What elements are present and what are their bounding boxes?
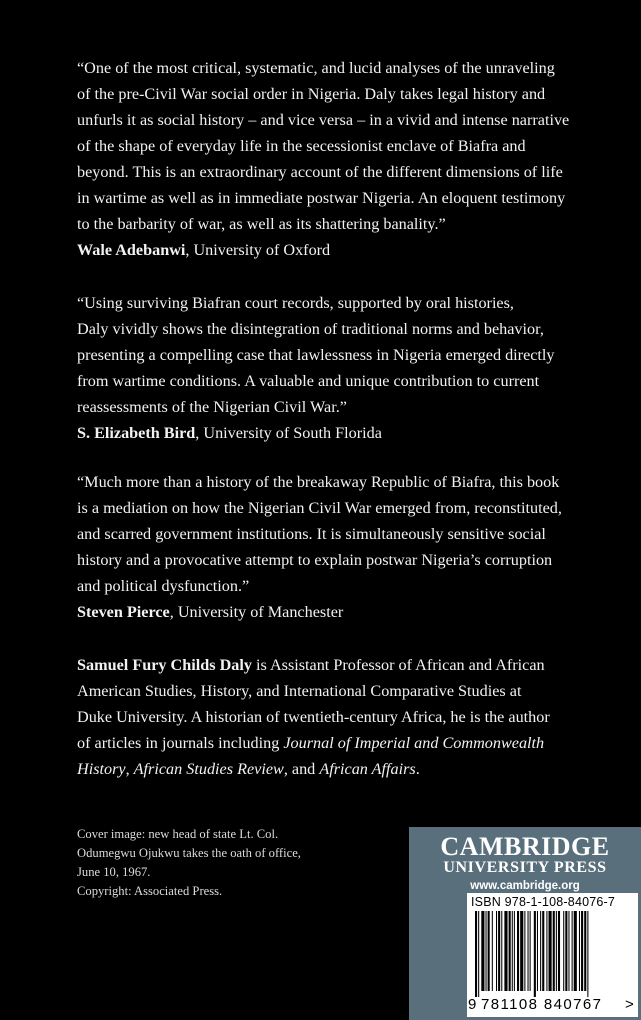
review-text-line: reassessments of the Nigerian Civil War.” xyxy=(77,398,347,416)
publisher-subtitle: UNIVERSITY PRESS xyxy=(443,859,607,876)
review-text-line: unfurls it as social history – and vice versa – in a vivid and intense narrative xyxy=(77,111,570,129)
bio-line: Duke University. A historian of twentieth-century Africa, he is the author xyxy=(77,708,550,726)
credit-line: Odumegwu Ojukwu takes the oath of office, xyxy=(77,846,301,860)
author-bio xyxy=(77,652,597,782)
bio-text: is Assistant Professor of African and African xyxy=(251,656,545,674)
barcode-graphic xyxy=(473,911,633,997)
bio-separator: , xyxy=(125,760,134,778)
reviewer-affiliation: , University of Oxford xyxy=(185,241,331,259)
barcode-bar xyxy=(486,911,487,991)
bio-line xyxy=(77,652,597,678)
review-text-line: of the pre-Civil War social order in Nigeria. Daly takes legal history and xyxy=(77,85,546,103)
barcode-bar xyxy=(579,911,580,991)
bio-text: of articles in journals including xyxy=(77,734,284,752)
reviewer-attribution xyxy=(77,420,597,446)
bio-line xyxy=(77,756,597,782)
barcode-bar xyxy=(524,911,525,991)
review-1 xyxy=(77,55,597,263)
publisher-url: www.cambridge.org xyxy=(470,880,580,892)
review-text-line: and political dysfunction.” xyxy=(77,577,250,595)
barcode-bar xyxy=(534,911,536,997)
credit-line: Cover image: new head of state Lt. Col. xyxy=(77,827,279,841)
review-text-line: “Much more than a history of the breakaway Republic of Biafra, this book xyxy=(77,473,560,491)
barcode-bar xyxy=(549,911,552,991)
barcode-bar xyxy=(528,911,529,991)
bio-separator: , and xyxy=(283,760,320,778)
journal-title-cont: History xyxy=(77,760,126,778)
review-text-line: “Using surviving Biafran court records, supported by oral histories, xyxy=(77,294,514,312)
barcode-bar xyxy=(584,911,586,991)
reviewer-attribution xyxy=(77,599,597,625)
review-text-line: Daly vividly shows the disintegration of traditional norms and behavior, xyxy=(77,320,544,338)
reviewer-name: Steven Pierce xyxy=(77,603,170,621)
bio-line: American Studies, History, and International Comparative Studies at xyxy=(77,682,522,700)
barcode-bar xyxy=(517,911,519,991)
barcode-bar xyxy=(488,911,490,991)
review-text-line: presenting a compelling case that lawlessness in Nigeria emerged directly xyxy=(77,346,555,364)
bio-line xyxy=(77,730,597,756)
bio-end: . xyxy=(415,760,420,778)
barcode-bar xyxy=(475,911,477,997)
review-text-line: “One of the most critical, systematic, and lucid analyses of the unraveling xyxy=(77,59,555,77)
barcode-bar xyxy=(565,911,567,991)
review-text-line: in wartime as well as in immediate postwar Nigeria. An eloquent testimony xyxy=(77,189,566,207)
reviewer-affiliation: , University of South Florida xyxy=(195,424,382,442)
barcode-bar xyxy=(520,911,523,991)
credit-line: June 10, 1967. xyxy=(77,865,151,879)
barcode-bar xyxy=(542,911,544,991)
barcode-bar xyxy=(572,911,573,991)
barcode-first-digit: 9 xyxy=(468,996,478,1013)
barcode-bar xyxy=(512,911,513,991)
barcode-bar xyxy=(481,911,484,991)
barcode-bar xyxy=(581,911,583,991)
reviewer-name: Wale Adebanwi xyxy=(77,241,186,259)
cover-image-credit xyxy=(77,825,357,901)
barcode-bar xyxy=(496,911,497,991)
review-text-line: of the shape of everyday life in the secessionist enclave of Biafra and xyxy=(77,137,526,155)
barcode-bar xyxy=(498,911,500,991)
barcode-bar xyxy=(568,911,569,991)
barcode-number: 781108 840767 xyxy=(481,996,603,1013)
barcode-bar xyxy=(587,911,588,997)
barcode-arrow: > xyxy=(625,996,636,1013)
publisher-name: CAMBRIDGE xyxy=(440,832,610,861)
barcode-bar xyxy=(537,911,538,991)
barcode-bar xyxy=(504,911,507,991)
barcode-bar xyxy=(563,911,564,991)
credit-line: Copyright: Associated Press. xyxy=(77,884,223,898)
barcode-bar xyxy=(546,911,547,991)
review-text-line: history and a provocative attempt to explain postwar Nigeria’s corruption xyxy=(77,551,553,569)
reviewer-affiliation: , University of Manchester xyxy=(169,603,344,621)
isbn-label: ISBN 978-1-108-84076-7 xyxy=(471,895,616,909)
barcode-bar xyxy=(530,911,531,991)
author-name: Samuel Fury Childs Daly xyxy=(77,656,252,674)
reviewer-name: S. Elizabeth Bird xyxy=(77,424,196,442)
barcode-bar xyxy=(492,911,493,991)
barcode-bar xyxy=(514,911,515,991)
barcode-bar xyxy=(478,911,479,997)
journal-title: African Studies Review xyxy=(133,760,284,778)
review-3 xyxy=(77,469,597,625)
journal-title: African Affairs xyxy=(319,760,416,778)
review-text-line: beyond. This is an extraordinary account of the different dimensions of life xyxy=(77,163,563,181)
barcode-bar xyxy=(553,911,555,991)
review-text-line: from wartime conditions. A valuable and unique contribution to current xyxy=(77,372,540,390)
journal-title: Journal of Imperial and Commonwealth xyxy=(283,734,545,752)
review-2 xyxy=(77,290,597,446)
barcode-bar xyxy=(540,911,541,991)
barcode-bar xyxy=(501,911,502,991)
barcode-bar xyxy=(509,911,511,991)
review-text-line: to the barbarity of war, as well as its shattering banality.” xyxy=(77,215,446,233)
reviewer-attribution xyxy=(77,237,597,263)
barcode-bar xyxy=(574,911,577,991)
barcode-box xyxy=(467,893,638,1017)
review-text-line: is a mediation on how the Nigerian Civil War emerged from, reconstituted, xyxy=(77,499,562,517)
review-text-line: and scarred government institutions. It is simultaneously sensitive social xyxy=(77,525,546,543)
barcode-bar xyxy=(558,911,560,991)
barcode-bar xyxy=(556,911,557,991)
